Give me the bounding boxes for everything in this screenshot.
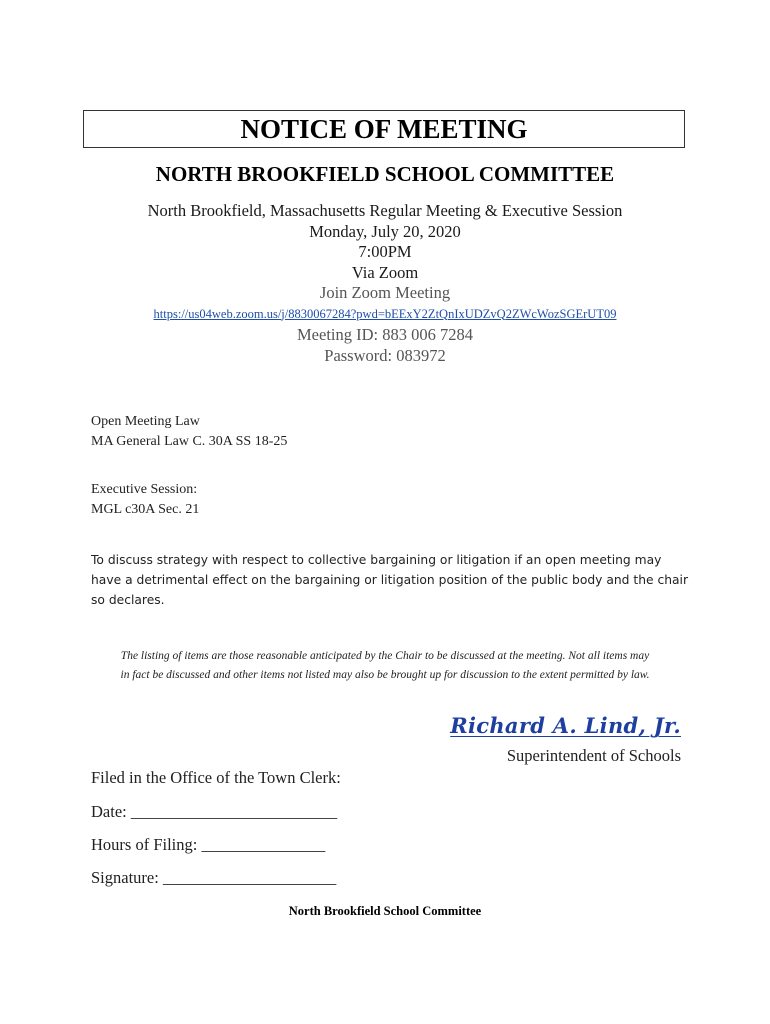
meeting-time: 7:00PM [358,242,412,261]
meeting-id: Meeting ID: 883 006 7284 [297,324,473,344]
meeting-date: Monday, July 20, 2020 [309,221,461,241]
purpose-paragraph [91,550,691,610]
join-zoom-label: Join Zoom Meeting [319,283,451,302]
open-meeting-law-heading: Open Meeting Law [91,414,200,429]
meeting-description: North Brookfield, Massachusetts Regular Meeting & Executive Session [147,201,623,220]
purpose-line: have a detrimental effect on the bargaining or litigation position of the public body and the chair [91,573,689,587]
signatory-title: Superintendent of Schools [506,746,681,765]
executive-session-section [91,480,199,520]
filing-date-line: Date: _________________________ [91,802,338,821]
zoom-link[interactable]: https://us04web.zoom.us/j/8830067284?pwd=bEExY2ZtQnIxUDZvQ2ZWcWozSGErUT09 [153,306,617,321]
committee-name: NORTH BROOKFIELD SCHOOL COMMITTEE [155,162,615,186]
notice-title: NOTICE OF MEETING [83,110,685,148]
meeting-details [0,201,770,366]
filing-hours-line: Hours of Filing: _______________ [91,835,326,854]
disclaimer [85,647,685,684]
meeting-venue: Via Zoom [351,262,419,282]
executive-session-citation: MGL c30A Sec. 21 [91,502,200,517]
filing-heading: Filed in the Office of the Town Clerk: [91,768,341,787]
purpose-line: so declares. [91,593,165,607]
filing-signature-line: Signature: _____________________ [91,868,337,887]
handwritten-signature: Richard A. Lind, Jr. [450,713,681,738]
disclaimer-line: in fact be discussed and other items not listed may also be brought up for discussion to the extent permitted by law. [120,668,650,681]
disclaimer-line: The listing of items are those reasonable anticipated by the Chair to be discussed at the meeting. Not all items may [120,650,650,662]
executive-session-heading: Executive Session: [91,482,198,497]
footer-committee-name: North Brookfield School Committee [288,904,482,918]
open-meeting-law-section [91,412,287,452]
purpose-line: To discuss strategy with respect to collective bargaining or litigation if an open meeting may [91,553,662,567]
open-meeting-law-citation: MA General Law C. 30A SS 18-25 [91,434,288,449]
meeting-password: Password: 083972 [324,345,446,365]
